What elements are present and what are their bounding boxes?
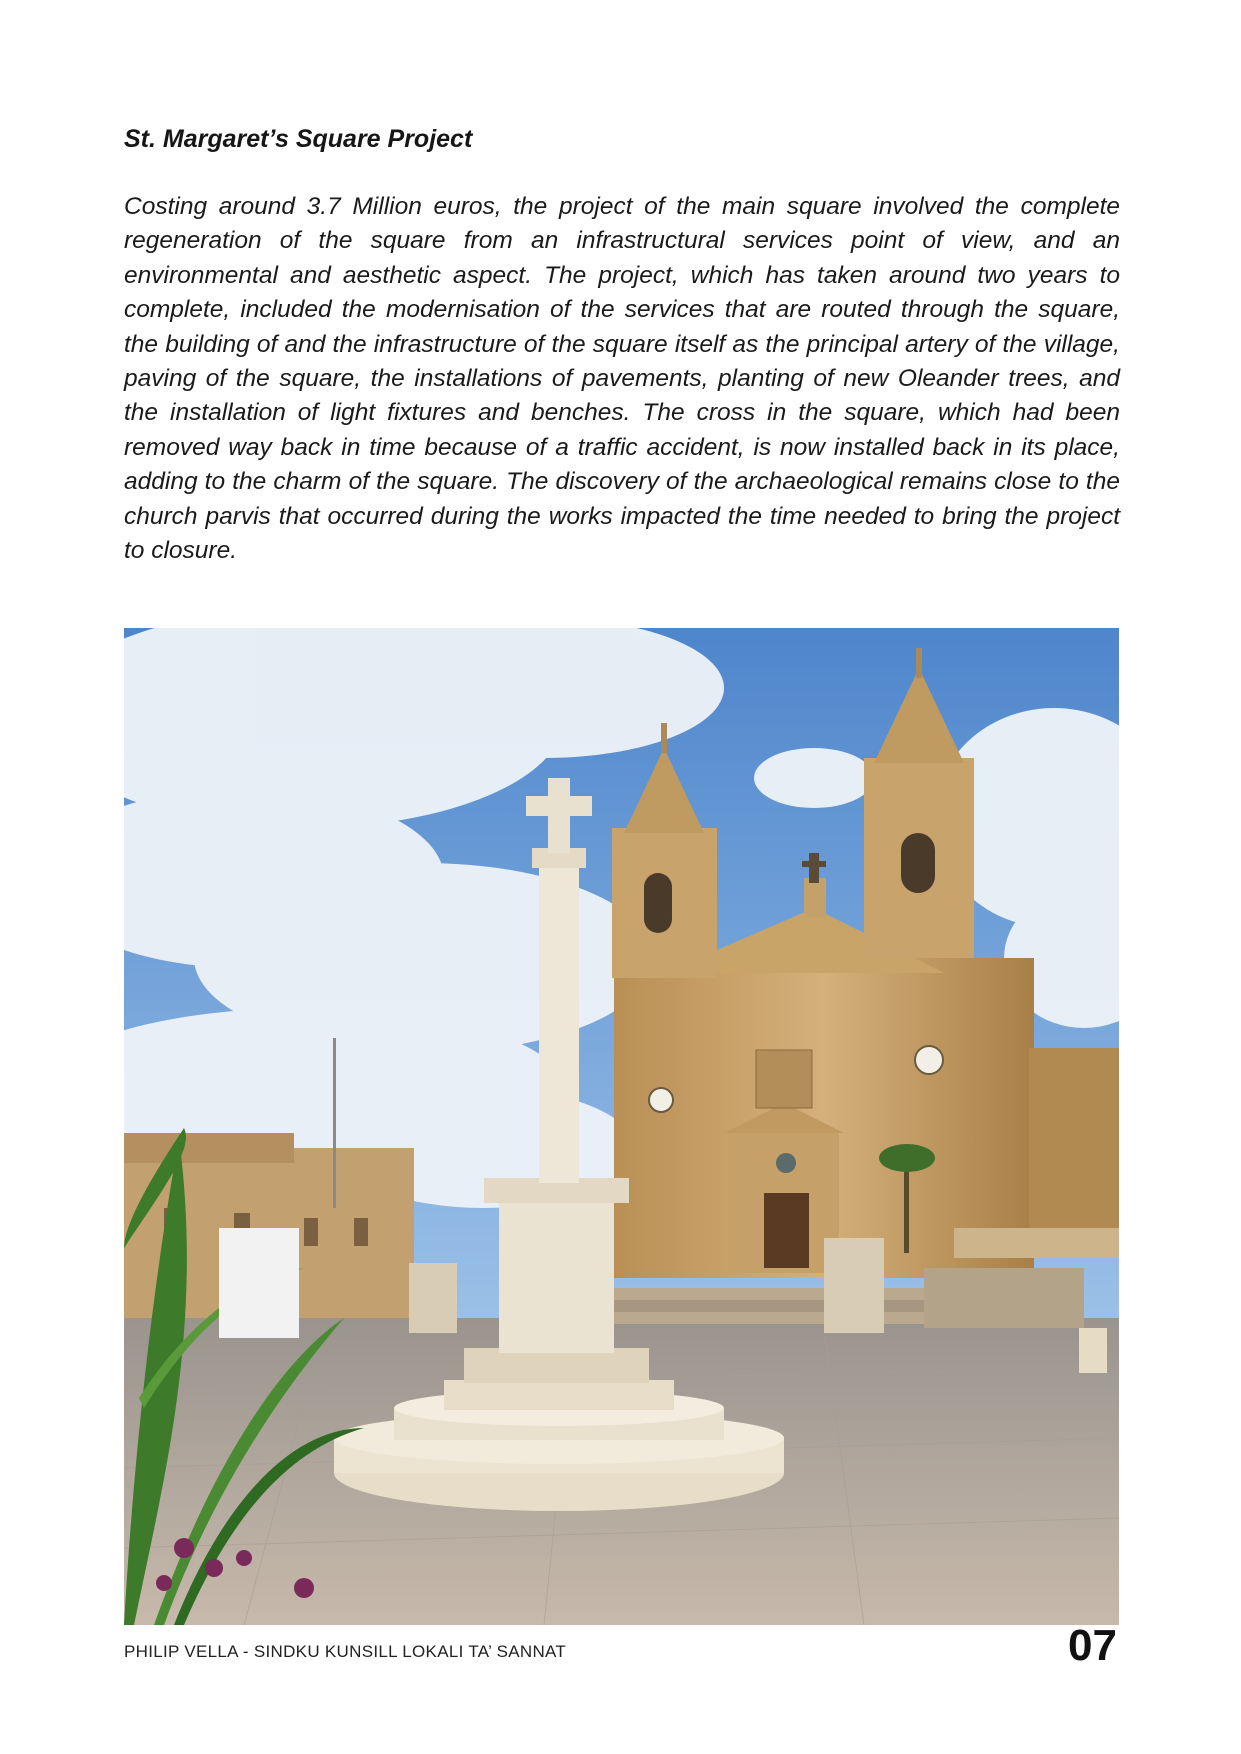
- parked-van: [219, 1228, 299, 1338]
- pedestal-right: [824, 1238, 884, 1333]
- body-paragraph: Costing around 3.7 Million euros, the project of the main square involved the complete regeneration of the square from an infrastructural services point of view, and an environmental and aesthetic aspect. The project, which has taken around two years to complete, included the modernisation of the services that are routed through the square, the building of and the infrastructure of the square itself as the principal artery of the village, paving of the square, the installations of pavements, planting of new Oleander trees, and the installation of light fixtures and benches. The cross in the square, which had been removed way back in time because of a traffic accident, is now installed back in its place, adding to the charm of the square. The discovery of the archaeological remains close to the church parvis that occurred during the works impacted the time needed to bring the project to closure.: [124, 193, 1120, 565]
- church-square-photo: [124, 628, 1119, 1625]
- page-number: 07: [1068, 1621, 1117, 1670]
- footer-author: PHILIP VELLA - SINDKU KUNSILL LOKALI TA’ SANNAT: [124, 1642, 567, 1661]
- photo-illustration: [124, 628, 1119, 1625]
- section-title: St. Margaret’s Square Project: [124, 125, 473, 153]
- pedestal-left: [409, 1263, 457, 1333]
